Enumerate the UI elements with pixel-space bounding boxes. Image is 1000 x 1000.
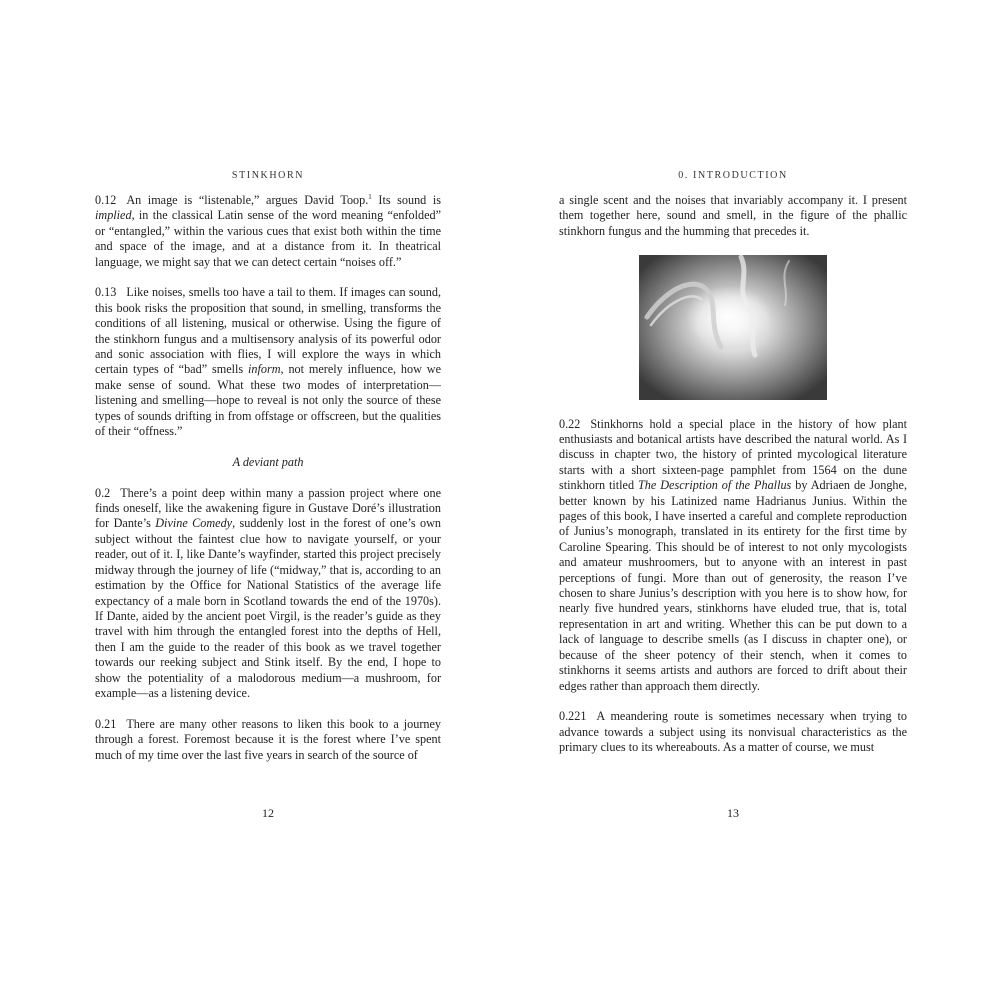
emphasis-text: inform [248, 362, 281, 377]
paragraph-0-13 [95, 285, 441, 439]
left-page-body [95, 193, 441, 778]
paragraph-text: Its sound is [371, 193, 441, 207]
section-subheading: A deviant path [232, 454, 304, 469]
emphasis-text: implied [95, 208, 132, 223]
paragraph-text: There’s a point deep within many a passion project where one finds oneself, like the awakening figure in Gustave Doré’s illustration for Dante’s [95, 485, 441, 531]
paragraph-0-221 [559, 709, 907, 755]
paragraph-0-12 [95, 193, 441, 270]
paragraph-text: a single scent and the noises that invariably accompany it. I present them together here, sound and smell, in the figure of the phallic stinkhorn fungus and the humming that precedes it. [559, 193, 907, 238]
paragraph-continued [559, 193, 907, 239]
paragraph-text: Like noises, smells too have a tail to them. If images can sound, this book risks the proposition that sound, in smelling, transforms the conditions of all listening, musical or otherwise. Using the figure of the stinkhorn fungus and a multisensory analysis of its powerful odor and sonic association with flies, I will explore the ways in which certain types of “bad” smells [95, 285, 441, 377]
paragraph-number: 0.13 [95, 285, 117, 300]
paragraph-text: Stinkhorns hold a special place in the history of how plant enthusiasts and botanical artists have described the natural world. As I discuss in chapter two, the history of printed mycological literature starts with a short sixteen-page pamphlet from 1564 on the dune stinkhorn titled [559, 416, 907, 493]
paragraph-text: by Adriaen de Jonghe, better known by his Latinized name Hadrianus Junius. Within the pages of this book, I have inserted a careful and complete reproduction of Junius’s monograph, translated in its entirety for the first time by Caroline Spearing. This should be of interest to not only mycologists and amateur mushroomers, but to anyone with an interest in past perceptions of fungi. More than out of generosity, the reason I’ve chosen to share Junius’s description with you here is to show how, for nearly five hundred years, stinkhorns have eluded true, that is, total representation in art and writing. Whether this can be put down to a lack of language to describe smells (as I discuss in chapter one), or because of the sheer potency of their stench, when it comes to stinkhorns it seems artists and authors are forced to drift about their edges rather than approach them directly. [559, 478, 907, 693]
paragraph-number: 0.12 [95, 193, 117, 207]
paragraph-text: , suddenly lost in the forest of one’s own subject without the faintest clue how to navigate yourself, or your reader, out of it. I, like Dante’s wayfinder, started this project precisely midway through the journey of life (“midway,” that is, according to an estimation by the Office for National Statistics of the average life expectancy of a male born in Scotland towards the end of the 1970s). If Dante, aided by the ancient poet Virgil, is the reader’s guide as they travel with him through the entangled forest into the depths of Hell, then I am the guide to the reader of this book as we travel together towards our reeking subject and Stink itself. By the end, I hope to show the potentiality of a malodorous medium—a mushroom, for example—as a listening device. [95, 516, 441, 700]
paragraph-text: A meandering route is sometimes necessary when trying to advance towards a subject using its nonvisual characteristics as the primary clues to its whereabouts. As a matter of course, we must [559, 709, 907, 755]
paragraph-number: 0.21 [95, 716, 117, 731]
paragraph-number: 0.2 [95, 485, 111, 500]
paragraph-text: , not merely influence, how we make sense of sound. What these two modes of interpretation—listening and smelling—hope to reveal is not only the source of these types of sounds drifting in from offstage or offscreen, but the qualities of their “offness.” [95, 362, 441, 439]
right-page-body [559, 193, 907, 771]
paragraph-text: There are many other reasons to liken this book to a journey through a forest. Foremost because it is the forest where I’ve spent much of my time over the last five years in search of the source of [95, 716, 441, 762]
stinkhorn-smoke-illustration [639, 255, 827, 400]
footnote-marker: 1 [368, 192, 372, 201]
paragraph-0-2 [95, 486, 441, 702]
running-head: STINKHORN [231, 170, 305, 181]
emphasis-text: Divine Comedy [155, 516, 233, 531]
paragraph-0-22 [559, 417, 907, 694]
page-number: 13 [727, 806, 739, 820]
emphasis-text: The Description of the Phallus [638, 478, 792, 493]
paragraph-number: 0.22 [559, 416, 581, 431]
paragraph-text: , in the classical Latin sense of the word meaning “enfolded” or “entangled,” within the various cues that exist both within the time and space of the image, and at a distance from it. In theatrical language, we might say that we can detect certain “noises off.” [95, 208, 441, 269]
running-head: 0. INTRODUCTION [678, 170, 788, 181]
page-number: 12 [262, 806, 274, 820]
paragraph-number: 0.221 [559, 709, 587, 724]
paragraph-0-21 [95, 717, 441, 763]
paragraph-text: An image is “listenable,” argues David Toop. [126, 193, 369, 207]
